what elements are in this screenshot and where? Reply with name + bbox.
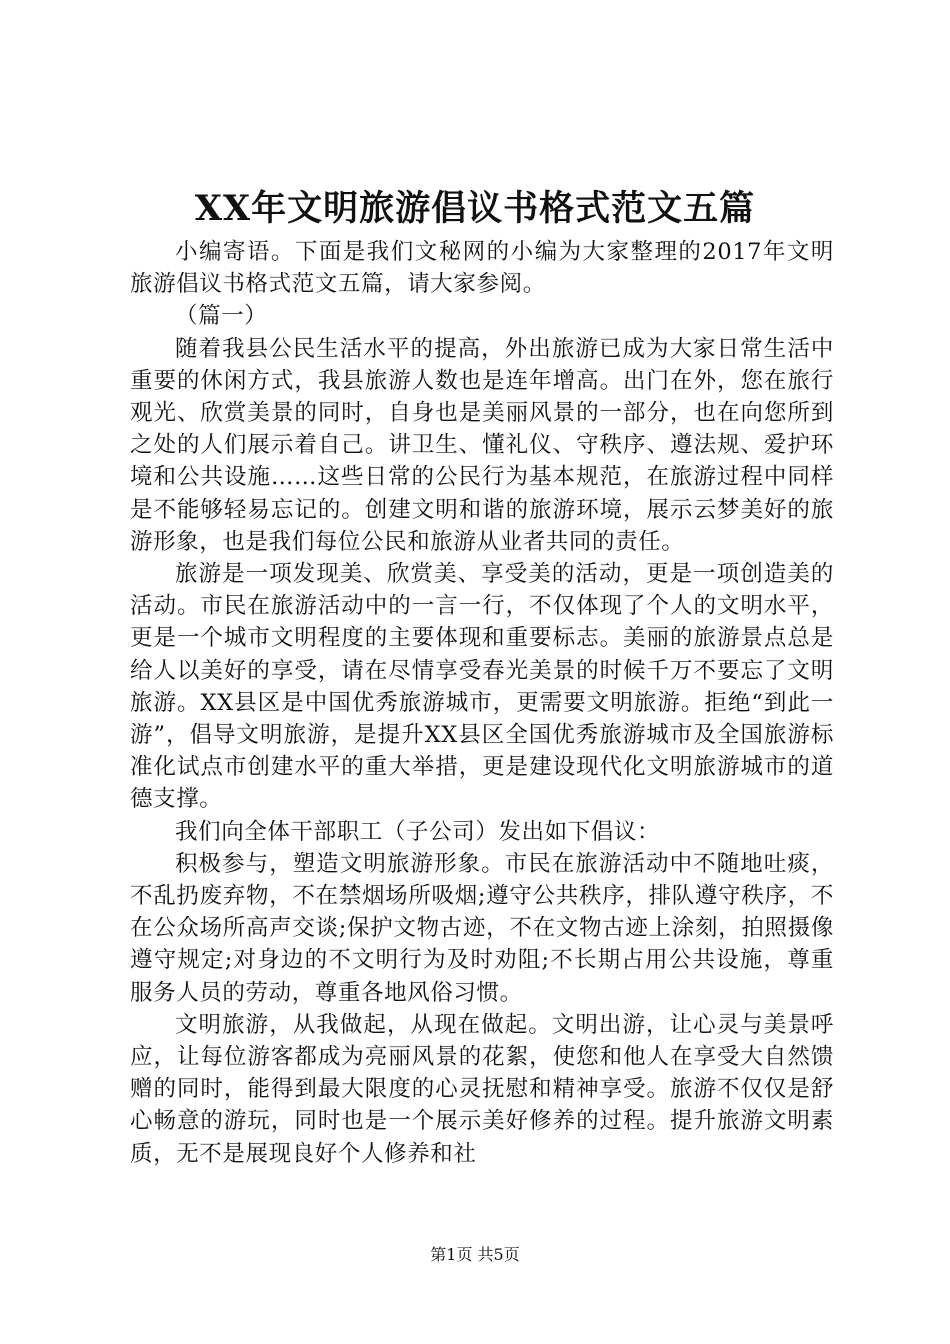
document-title: XX年文明旅游倡议书格式范文五篇 xyxy=(194,188,756,229)
body-paragraph: 文明旅游，从我做起，从现在做起。文明出游，让心灵与美景呼应，让每位游客都成为亮丽风景的花絮，使您和他人在享受大自然馈赠的同时，能得到最大限度的心灵抚慰和精神享受。旅游不仅仅是舒心畅意的游玩，同时也是一个展示美好修养的过程。提升旅游文明素质，无不是展现良好个人修养和社 xyxy=(130,1011,834,1167)
body-paragraph: 旅游是一项发现美、欣赏美、享受美的活动，更是一项创造美的活动。市民在旅游活动中的一言一行，不仅体现了个人的文明水平，更是一个城市文明程度的主要体现和重要标志。美丽的旅游景点总是给人以美好的享受，请在尽情享受春光美景的时候千万不要忘了文明旅游。XX县区是中国优秀旅游城市，更需要文明旅游。拒绝“到此一游”，倡导文明旅游，是提升XX县区全国优秀旅游城市及全国旅游标准化试点市创建水平的重大举措，更是建设现代化文明旅游城市的道德支撑。 xyxy=(130,561,834,813)
section-heading: （篇一） xyxy=(175,303,268,330)
page-number-footer: 第1页 共5页 xyxy=(430,1245,520,1264)
body-paragraph: 积极参与，塑造文明旅游形象。市民在旅游活动中不随地吐痰，不乱扔废弃物，不在禁烟场所吸烟;遵守公共秩序，排队遵守秩序，不在公众场所高声交谈;保护文物古迹，不在文物古迹上涂刻，拍照摄像遵守规定;对身边的不文明行为及时劝阻;不长期占用公共设施，尊重服务人员的劳动，尊重各地风俗习惯。 xyxy=(130,850,834,1006)
intro-paragraph: 小编寄语。下面是我们文秘网的小编为大家整理的2017年文明旅游倡议书格式范文五篇，请大家参阅。 xyxy=(130,239,834,298)
body-paragraph: 我们向全体干部职工（子公司）发出如下倡议： xyxy=(175,818,661,845)
document-body xyxy=(130,236,834,1170)
body-paragraph: 随着我县公民生活水平的提高，外出旅游已成为大家日常生活中重要的休闲方式，我县旅游人数也是连年增高。出门在外，您在旅行观光、欣赏美景的同时，自身也是美丽风景的一部分，也在向您所到之处的人们展示着自己。讲卫生、懂礼仪、守秩序、遵法规、爱护环境和公共设施……这些日常的公民行为基本规范，在旅游过程中同样是不能够轻易忘记的。创建文明和谐的旅游环境，展示云梦美好的旅游形象，也是我们每位公民和旅游从业者共同的责任。 xyxy=(130,335,834,555)
